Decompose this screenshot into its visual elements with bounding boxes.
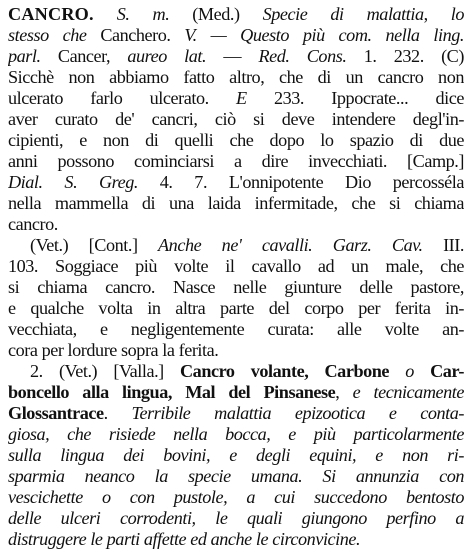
entry-line: stesso che Canchero. V. — Questo più com. nella ling. — [8, 25, 464, 45]
entry-line: distruggere le parti affette ed anche le circonvicine. — [8, 529, 361, 549]
entry-line: cora per lordure sopra la ferita. — [8, 340, 219, 360]
entry-line: Sicchè non abbiamo fatto altro, che di un cancro non — [8, 67, 464, 87]
entry-line: vecchiata, e negligentemente curata: alle volte an- — [8, 319, 464, 339]
entry-line: sparmia neanco la specie umana. Si annunzia con — [8, 466, 464, 486]
entry-line: aver curato de' cancri, ciò si deve intendere degl'in- — [8, 109, 464, 129]
entry-line: (Vet.) [Cont.] Anche ne' cavalli. Garz. Cav. III. — [30, 235, 464, 255]
entry-line: giosa, che risiede nella bocca, e più particolarmente — [8, 424, 464, 444]
entry-line: vescichette o con pustole, a cui succedono bentosto — [8, 487, 464, 507]
entry-line: anni possono cominciarsi a dire invecchiati. [Camp.] — [8, 151, 464, 171]
headword: CANCRO. — [8, 4, 94, 24]
entry-line: cipienti, e non di quelli che dopo lo spazio di due — [8, 130, 464, 150]
entry-line: nella mammella di una laida infermitade, che si chiama — [8, 193, 464, 213]
entry-line: e qualche volta in altra parte del corpo per ferita in- — [8, 298, 464, 318]
entry-line: parl. Cancer, aureo lat. — Red. Cons. 1. 232. (C) — [8, 46, 464, 66]
entry-line: boncello alla lingua, Mal del Pinsanese, e tecnicamente — [8, 382, 464, 402]
entry-line: CANCRO. S. m. (Med.) Specie di malattia, lo — [8, 4, 464, 24]
entry-line: Glossantrace. Terribile malattia epizootica e conta- — [8, 403, 464, 423]
entry-line: 103. Soggiace più volte il cavallo ad un male, che — [8, 256, 464, 276]
entry-line: ulcerato farlo ulcerato. E 233. Ippocrate... dice — [8, 88, 464, 108]
entry-line: cancro. — [8, 214, 58, 234]
entry-line: sulla lingua dei bovini, e degli equini, e non ri- — [8, 445, 464, 465]
entry-line: Dial. S. Greg. 4. 7. L'onnipotente Dio percosséla — [8, 172, 464, 192]
entry-line: si chiama cancro. Nasce nelle giunture delle pastore, — [8, 277, 464, 297]
entry-line: 2. (Vet.) [Valla.] Cancro volante, Carbone o Car- — [30, 361, 464, 381]
entry-line: delle ulceri corrodenti, le quali giungono perfino a — [8, 508, 464, 528]
